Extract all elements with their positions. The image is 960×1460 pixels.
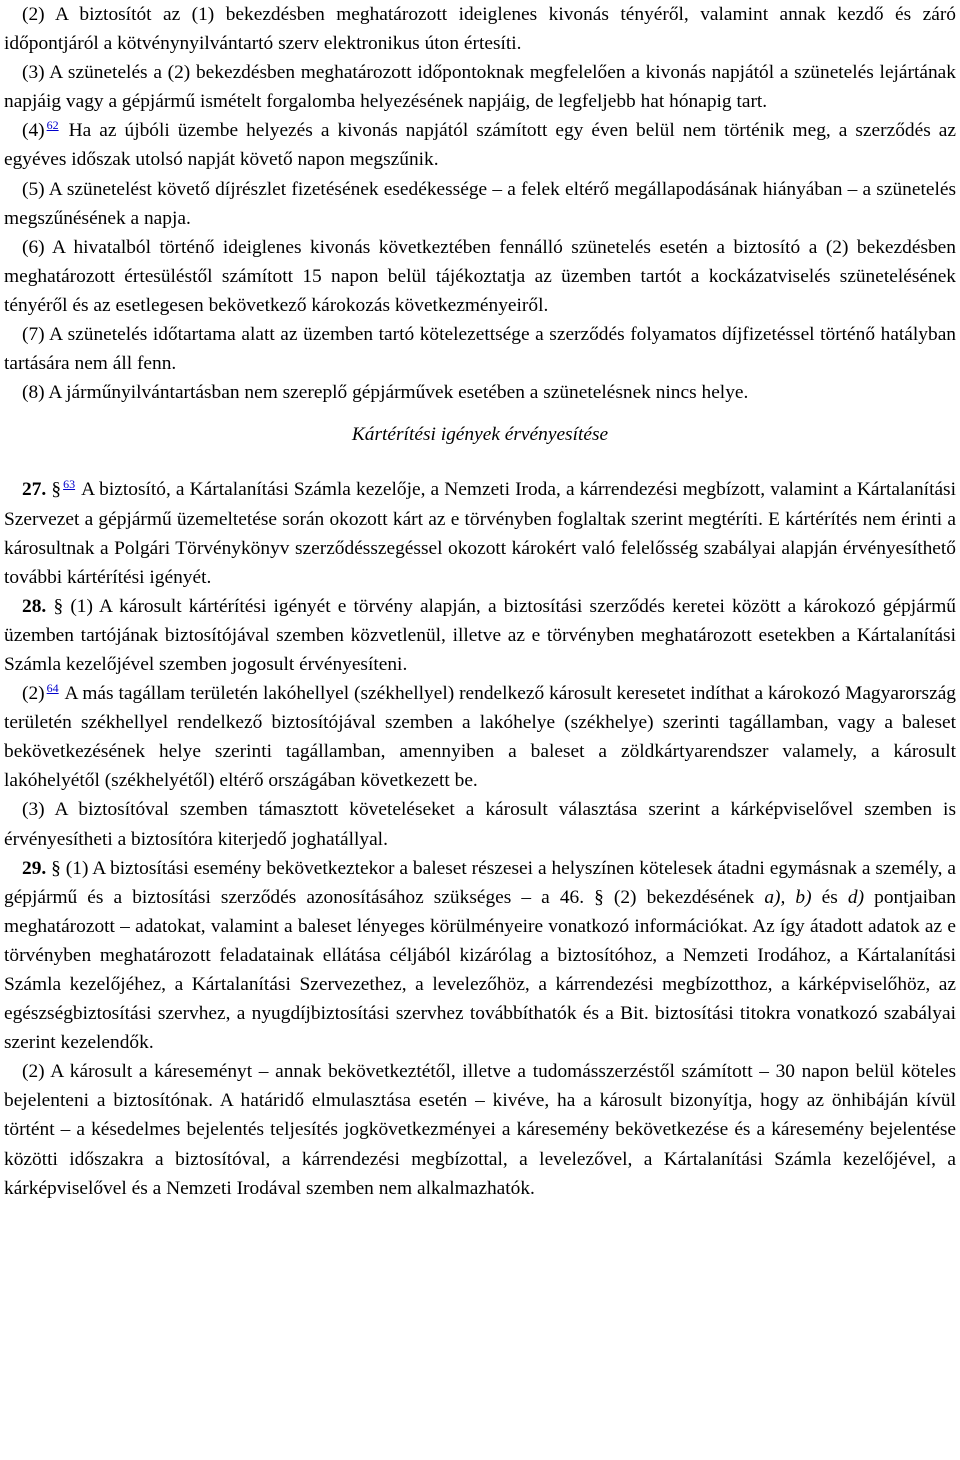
paragraph-text: (3) A biztosítóval szemben támasztott követeléseket a károsult választása szerint a kárképviselővel szemben is érvényesítheti a biztosítóra kiterjedő joghatállyal. <box>4 799 956 850</box>
paragraph-text: (1) A károsult kártérítési igényét e törvény alapján, a biztosítási szerződés keretei között a károkozó gépjármű üzemben tartójának biztosítójával szemben közvetlenül, illetve az e törvényben meghatározott esetekben a Kártalanítási Számla kezelőjével szemben jogosult érvényesíteni. <box>4 595 956 675</box>
paragraph-26-7 <box>4 320 956 378</box>
conjunction-text: és <box>821 886 838 908</box>
section-28 <box>4 592 956 679</box>
section-number: 27. <box>22 479 47 501</box>
paragraph-number: (4) <box>22 120 45 142</box>
paragraph-text: (8) A járműnyilvántartásban nem szereplő gépjárművek esetében a szünetelésnek nincs helye. <box>22 382 749 404</box>
section-27 <box>4 475 956 591</box>
paragraph-26-4 <box>4 116 956 174</box>
point-reference-d: d) <box>847 886 865 908</box>
footnote-link-64[interactable]: 64 <box>46 681 59 696</box>
section-symbol: § <box>51 857 61 879</box>
footnote-link-63[interactable]: 63 <box>63 477 76 492</box>
paragraph-number: (2) <box>22 683 45 705</box>
paragraph-text: (5) A szünetelést követő díjrészlet fizetésének esedékessége – a felek eltérő megállapodásának hiányában – a szünetelés megszűnésének a napja. <box>4 178 956 229</box>
paragraph-26-8 <box>4 378 956 407</box>
paragraph-text: A biztosító, a Kártalanítási Számla kezelője, a Nemzeti Iroda, a kárrendezési megbízott, valamint a Kártalanítási Szervezet a gépjármű üzemeltetése során okozott kárt az e törvényben foglaltak szerint megtéríti. E kártérítés nem érinti a károsultnak a Polgári Törvénykönyv szerződésszegéssel okozott károkért való felelősség szabályai alapján érvényesíthető további kártérítési igényét. <box>4 479 956 588</box>
paragraph-29-2 <box>4 1057 956 1202</box>
point-reference-b: b) <box>795 886 812 908</box>
paragraph-26-6 <box>4 233 956 320</box>
paragraph-text: (2) A biztosítót az (1) bekezdésben meghatározott ideiglenes kivonás tényéről, valamint annak kezdő és záró időpontjáról a kötvénynyilvántartó szerv elektronikus úton értesíti. <box>4 4 956 55</box>
paragraph-26-2 <box>4 0 956 58</box>
section-heading: Kártérítési igények érvényesítése <box>351 424 609 446</box>
paragraph-26-5 <box>4 175 956 233</box>
paragraph-text: A más tagállam területén lakóhellyel (székhellyel) rendelkező károsult keresetet indíthat a károkozó Magyarország területén székhellyel rendelkező biztosítójával szemben a lakóhelye (székhelye) szerinti tagállamban, vagy a baleset bekövetkezésének helye szerinti tagállamban, amennyiben a baleset a zöldkártyarendszer valamely, a károsult lakóhelyétől (székhelyétől) eltérő országában következett be. <box>4 683 956 792</box>
paragraph-text: (7) A szünetelés időtartama alatt az üzemben tartó kötelezettsége a szerződés folyamatos díjfizetéssel történő hatályban tartására nem áll fenn. <box>4 324 956 375</box>
paragraph-text: (2) A károsult a káreseményt – annak bekövetkeztétől, illetve a tudomásszerzéstől számított – 30 napon belül köteles bejelenteni a biztosítónak. A határidő elmulasztása esetén – kivéve, ha a károsult bizonyítja, hogy az önhibáján kívül történt – a késedelmes bejelentés teljesítés jogkövetkezményei a káresemény bekövetkezése és a káresemény bejelentése közötti időszakra a biztosítóval, a kárrendezési megbízottal, a levelezővel, a Kártalanítási Számla kezelőjével, a kárképviselővel és a Nemzeti Irodával szemben nem alkalmazhatók. <box>4 1061 956 1199</box>
point-reference-a: a), <box>764 886 786 908</box>
paragraph-text: Ha az újbóli üzembe helyezés a kivonás napjától számított egy éven belül nem történik meg, a szerződés az egyéves időszak utolsó napját követő napon megszűnik. <box>4 120 956 171</box>
paragraph-text: (3) A szünetelés a (2) bekezdésben meghatározott időpontoknak megfelelően a kivonás napjától a szünetelés lejártának napjáig vagy a gépjármű ismételt forgalomba helyezésének napjáig, de legfeljebb hat hónapig tart. <box>4 62 956 113</box>
paragraph-text: (6) A hivatalból történő ideiglenes kivonás következtében fennálló szünetelés esetén a biztosító a (2) bekezdésben meghatározott értesüléstől számított 15 napon belül tájékoztatja az üzemben tartót a kockázatviselés szünetelésének tényéről és az esetlegesen bekövetkező károkozás következményeiről. <box>4 236 956 316</box>
section-number: 28. <box>22 595 47 617</box>
section-symbol: § <box>53 595 64 617</box>
footnote-link-62[interactable]: 62 <box>46 118 59 133</box>
spacer <box>4 449 956 475</box>
section-29 <box>4 854 956 1058</box>
paragraph-28-2 <box>4 679 956 795</box>
paragraph-28-3 <box>4 795 956 853</box>
paragraph-26-3 <box>4 58 956 116</box>
section-symbol: § <box>51 479 62 501</box>
paragraph-text: (1) A biztosítási esemény bekövetkeztekor a baleset részesei a helyszínen kötelesek átadni egymásnak a személy, a gépjármű és a biztosítási szerződés azonosításához szükséges – a 46. § (2) bekezdésének <box>4 857 956 908</box>
paragraph-text: pontjaiban meghatározott – adatokat, valamint a baleset lényeges körülményeire vonatkozó információkat. Az így átadott adatok az e törvényben meghatározott feladatainak ellátása céljából kizárólag a biztosítóhoz, a Nemzeti Irodához, a Kártalanítási Számla kezelőjéhez, a Kártalanítási Szervezethez, a levelezőhöz, a kárrendezési megbízotthoz, a kárképviselőhöz, az egészségbiztosítási szervhez, a nyugdíjbiztosítási szervhez továbbíthatók és a Bit. biztosítási titokra vonatkozó szabályai szerint kezelendők. <box>4 886 956 1054</box>
section-number: 29. <box>22 857 47 879</box>
